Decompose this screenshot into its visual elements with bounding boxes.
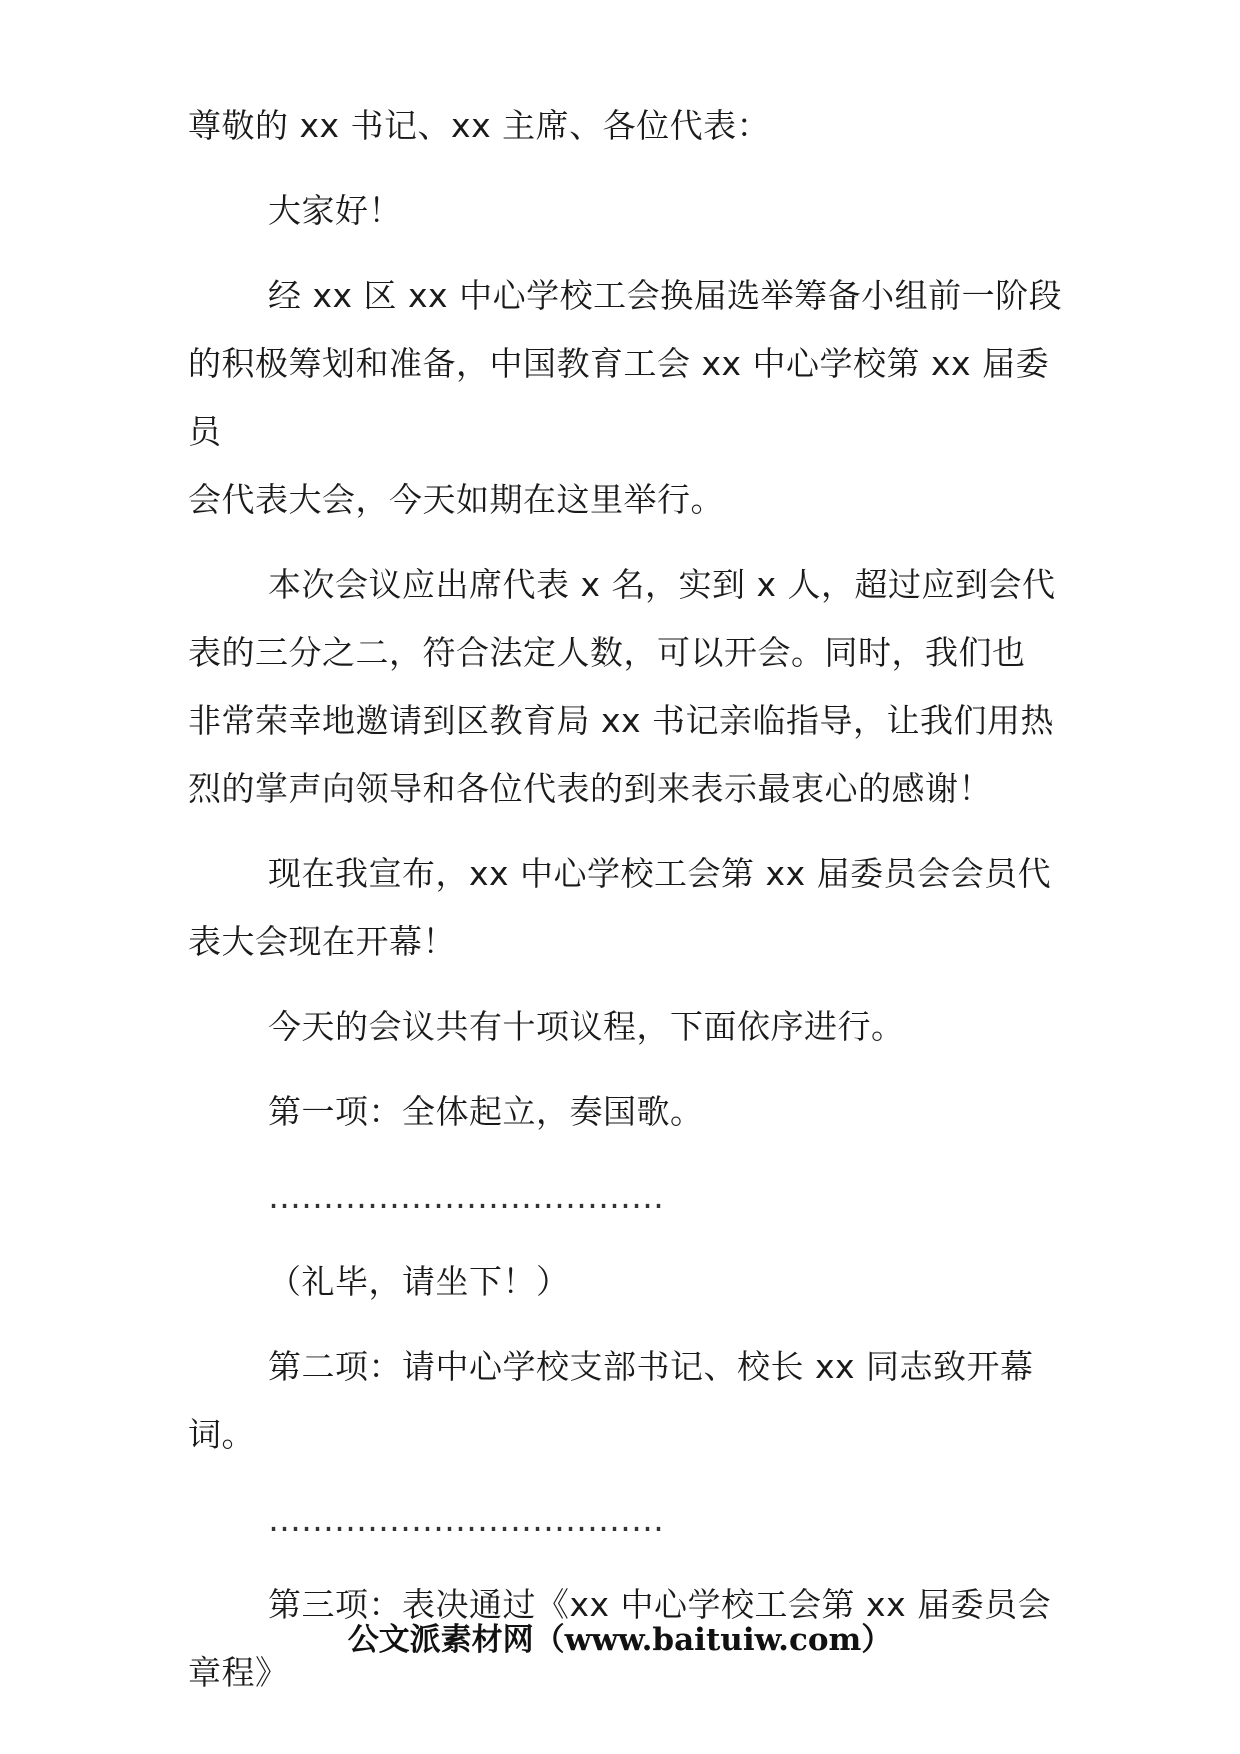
stage-direction: （礼毕，请坐下！） — [268, 1262, 570, 1301]
agenda-item-2: 第二项：请中心学校支部书记、校长 xx 同志致开幕词。 — [188, 1347, 1034, 1454]
footer-watermark: 公文派素材网（www.baituiw.com） — [347, 1622, 893, 1658]
intro-paragraph: 经 xx 区 xx 中心学校工会换届选举筹备小组前一阶段 的积极筹划和准备，中国教育工会 xx 中心学校第 xx 届委员 会代表大会，今天如期在这里举行。 — [188, 276, 1063, 519]
ellipsis-separator: ……………………………… — [268, 1500, 664, 1539]
salutation: 尊敬的 xx 书记、xx 主席、各位代表： — [188, 106, 771, 145]
agenda-item-1: 第一项：全体起立，奏国歌。 — [268, 1092, 704, 1131]
agenda-intro: 今天的会议共有十项议程，下面依序进行。 — [268, 1007, 905, 1046]
document-body — [188, 92, 1068, 1707]
ellipsis-separator: ……………………………… — [268, 1177, 664, 1216]
opening-declaration: 现在我宣布，xx 中心学校工会第 xx 届委员会会员代 表大会现在开幕！ — [188, 854, 1052, 961]
agenda-item-3: 第三项：表决通过《xx 中心学校工会第 xx 届委员会 章程》 — [188, 1585, 1052, 1692]
attendance-paragraph: 本次会议应出席代表 x 名，实到 x 人，超过应到会代 表的三分之二，符合法定人数，可以开会。同时，我们也 非常荣幸地邀请到区教育局 xx 书记亲临指导，让我们用热 烈的掌声向领导和各位代表的到来表示最衷心的感谢！ — [188, 565, 1056, 808]
greeting: 大家好！ — [268, 191, 402, 230]
